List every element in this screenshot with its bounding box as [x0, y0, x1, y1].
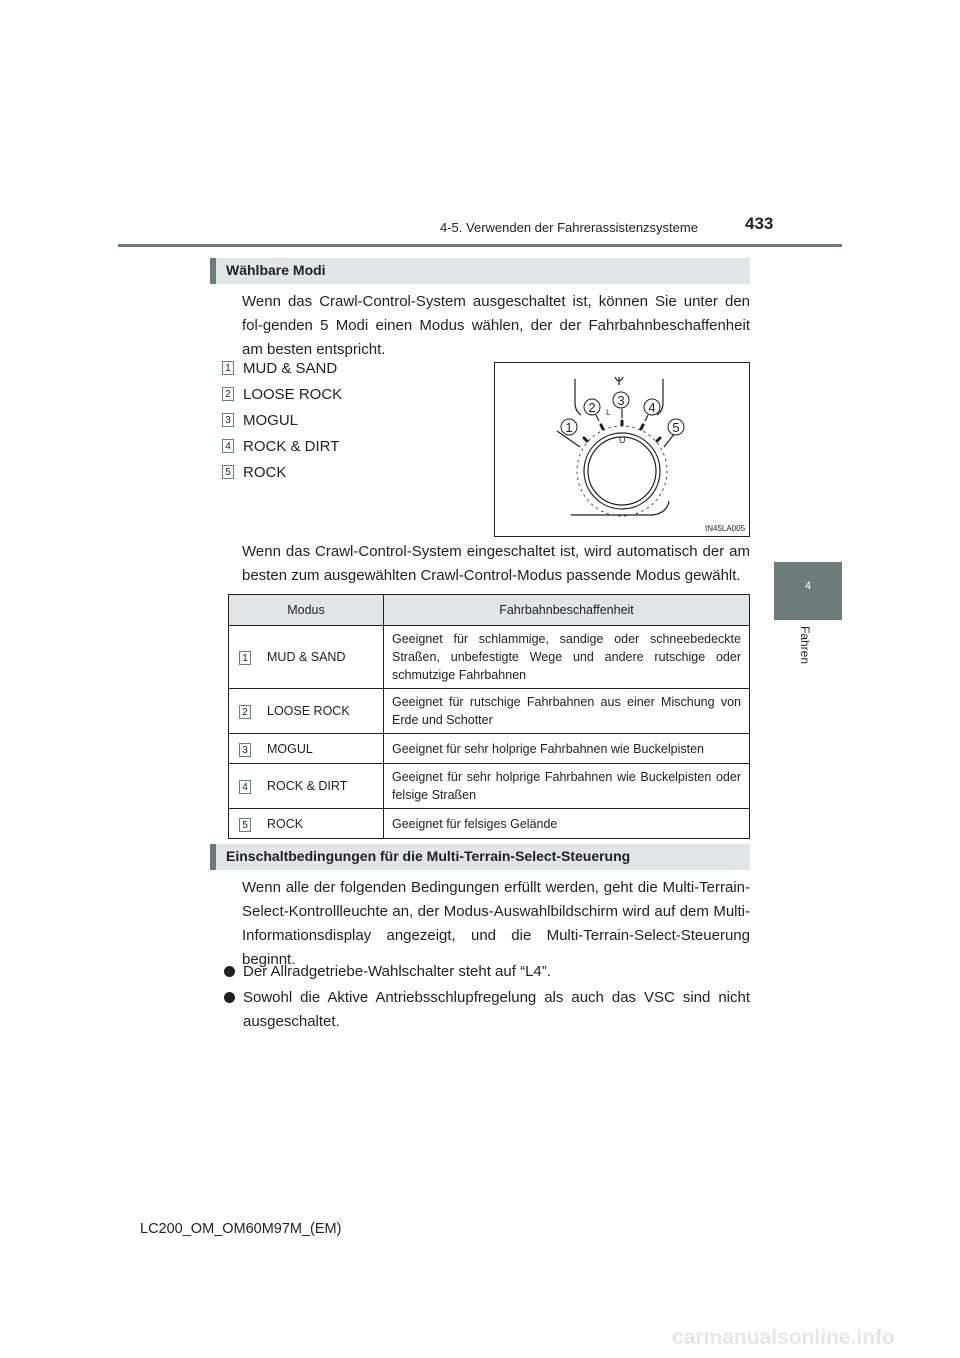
mode-label: MUD & SAND: [243, 360, 338, 377]
header-divider: [118, 244, 842, 247]
section-heading-conditions: [210, 844, 750, 870]
table-row: [229, 734, 750, 764]
chapter-label: Fahren: [798, 626, 812, 665]
number-badge: 5: [239, 818, 251, 832]
watermark: carmanualsonline.info: [672, 1326, 895, 1349]
table-cell-mode: MOGUL: [261, 734, 384, 764]
mode-dial-illustration: [494, 362, 750, 537]
table-cell-mode: LOOSE ROCK: [261, 689, 384, 734]
dial-callout-2: 2: [588, 400, 596, 415]
dial-callout-5: 5: [672, 420, 680, 435]
table-row: [229, 626, 750, 689]
list-item: [222, 359, 422, 379]
illustration-code: IN45LA005: [705, 524, 746, 533]
mode-label: ROCK: [243, 464, 287, 481]
bullet-text: Der Allradgetriebe-Wahlschalter steht auf “L4”.: [243, 963, 551, 980]
bullet-item: [224, 960, 750, 984]
number-badge: 5: [222, 465, 234, 479]
list-item: [222, 463, 422, 483]
svg-text:U: U: [619, 435, 626, 445]
bullet-icon: [224, 966, 235, 977]
chapter-tab[interactable]: [774, 562, 842, 620]
dial-callout-1: 1: [565, 420, 573, 435]
number-badge: 1: [239, 651, 251, 665]
list-item: [222, 411, 422, 431]
table-cell-desc: Geeignet für felsiges Gelände: [384, 809, 750, 839]
table-cell-mode: ROCK: [261, 809, 384, 839]
mode-label: LOOSE ROCK: [243, 386, 343, 403]
number-badge: 4: [222, 439, 234, 453]
dial-drawing: [495, 363, 749, 536]
page-number: 433: [745, 214, 774, 233]
section-title: Einschaltbedingungen für die Multi-Terrain-Select-Steuerung: [226, 848, 631, 864]
number-badge: 3: [239, 743, 251, 757]
header-section-title: 4-5. Verwenden der Fahrerassistenzsysteme: [440, 220, 698, 235]
table-header-mode: Modus: [229, 595, 384, 626]
table-cell-num: [229, 626, 262, 689]
intro-paragraph: Wenn das Crawl-Control-System ausgeschaltet ist, können Sie unter den fol-genden 5 Modi einen Modus wählen, der der Fahrbahnbeschaffenheit am besten entspricht.: [242, 293, 750, 358]
chapter-number: 4: [804, 580, 812, 592]
number-badge: 4: [239, 780, 251, 794]
table-cell-desc: Geeignet für sehr holprige Fahrbahnen wie Buckelpisten: [384, 734, 750, 764]
mode-label: MOGUL: [243, 412, 299, 429]
number-badge: 1: [222, 361, 234, 375]
table-cell-num: [229, 809, 262, 839]
bullet-item: [224, 986, 750, 1034]
bullet-text: Sowohl die Aktive Antriebsschlupfregelung als auch das VSC sind nicht ausgeschaltet.: [243, 989, 750, 1030]
table-cell-desc: Geeignet für rutschige Fahrbahnen aus einer Mischung von Erde und Schotter: [384, 689, 750, 734]
table-cell-mode: MUD & SAND: [261, 626, 384, 689]
section-heading-modes: [210, 258, 750, 284]
table-cell-desc: Geeignet für schlammige, sandige oder schneebedeckte Straßen, unbefestigte Wege und andere rutschige oder schmutzige Fahrbahnen: [384, 626, 750, 689]
number-badge: 3: [222, 413, 234, 427]
table-header-surface: Fahrbahnbeschaffenheit: [384, 595, 750, 626]
document-code: LC200_OM_OM60M97M_(EM): [140, 1221, 342, 1237]
number-badge: 2: [239, 705, 251, 719]
dial-callout-4: 4: [648, 400, 656, 415]
table-cell-num: [229, 734, 262, 764]
mode-table: [228, 594, 750, 839]
table-cell-num: [229, 689, 262, 734]
table-header-row: [229, 595, 750, 626]
table-cell-desc: Geeignet für sehr holprige Fahrbahnen wie Buckelpisten oder felsige Straßen: [384, 764, 750, 809]
list-item: [222, 437, 422, 457]
number-badge: 2: [222, 387, 234, 401]
mode-label: ROCK & DIRT: [243, 438, 340, 455]
table-row: [229, 764, 750, 809]
table-row: [229, 809, 750, 839]
dial-callout-3: 3: [617, 393, 625, 408]
bullet-icon: [224, 992, 235, 1003]
auto-mode-paragraph: Wenn das Crawl-Control-System eingeschaltet ist, wird automatisch der am besten zum ausgewählten Crawl-Control-Modus passende Modus gewählt.: [242, 543, 750, 584]
conditions-paragraph: Wenn alle der folgenden Bedingungen erfüllt werden, geht die Multi-Terrain-Select-Kontrollleuchte an, der Modus-Auswahlbildschirm wird auf dem Multi-Informationsdisplay angezeigt, und die Multi-Terrain-Select-Steuerung beginnt.: [242, 879, 750, 968]
svg-text:L: L: [606, 408, 611, 417]
table-cell-num: [229, 764, 262, 809]
table-cell-mode: ROCK & DIRT: [261, 764, 384, 809]
section-title: Wählbare Modi: [226, 262, 326, 278]
list-item: [222, 385, 422, 405]
table-row: [229, 689, 750, 734]
